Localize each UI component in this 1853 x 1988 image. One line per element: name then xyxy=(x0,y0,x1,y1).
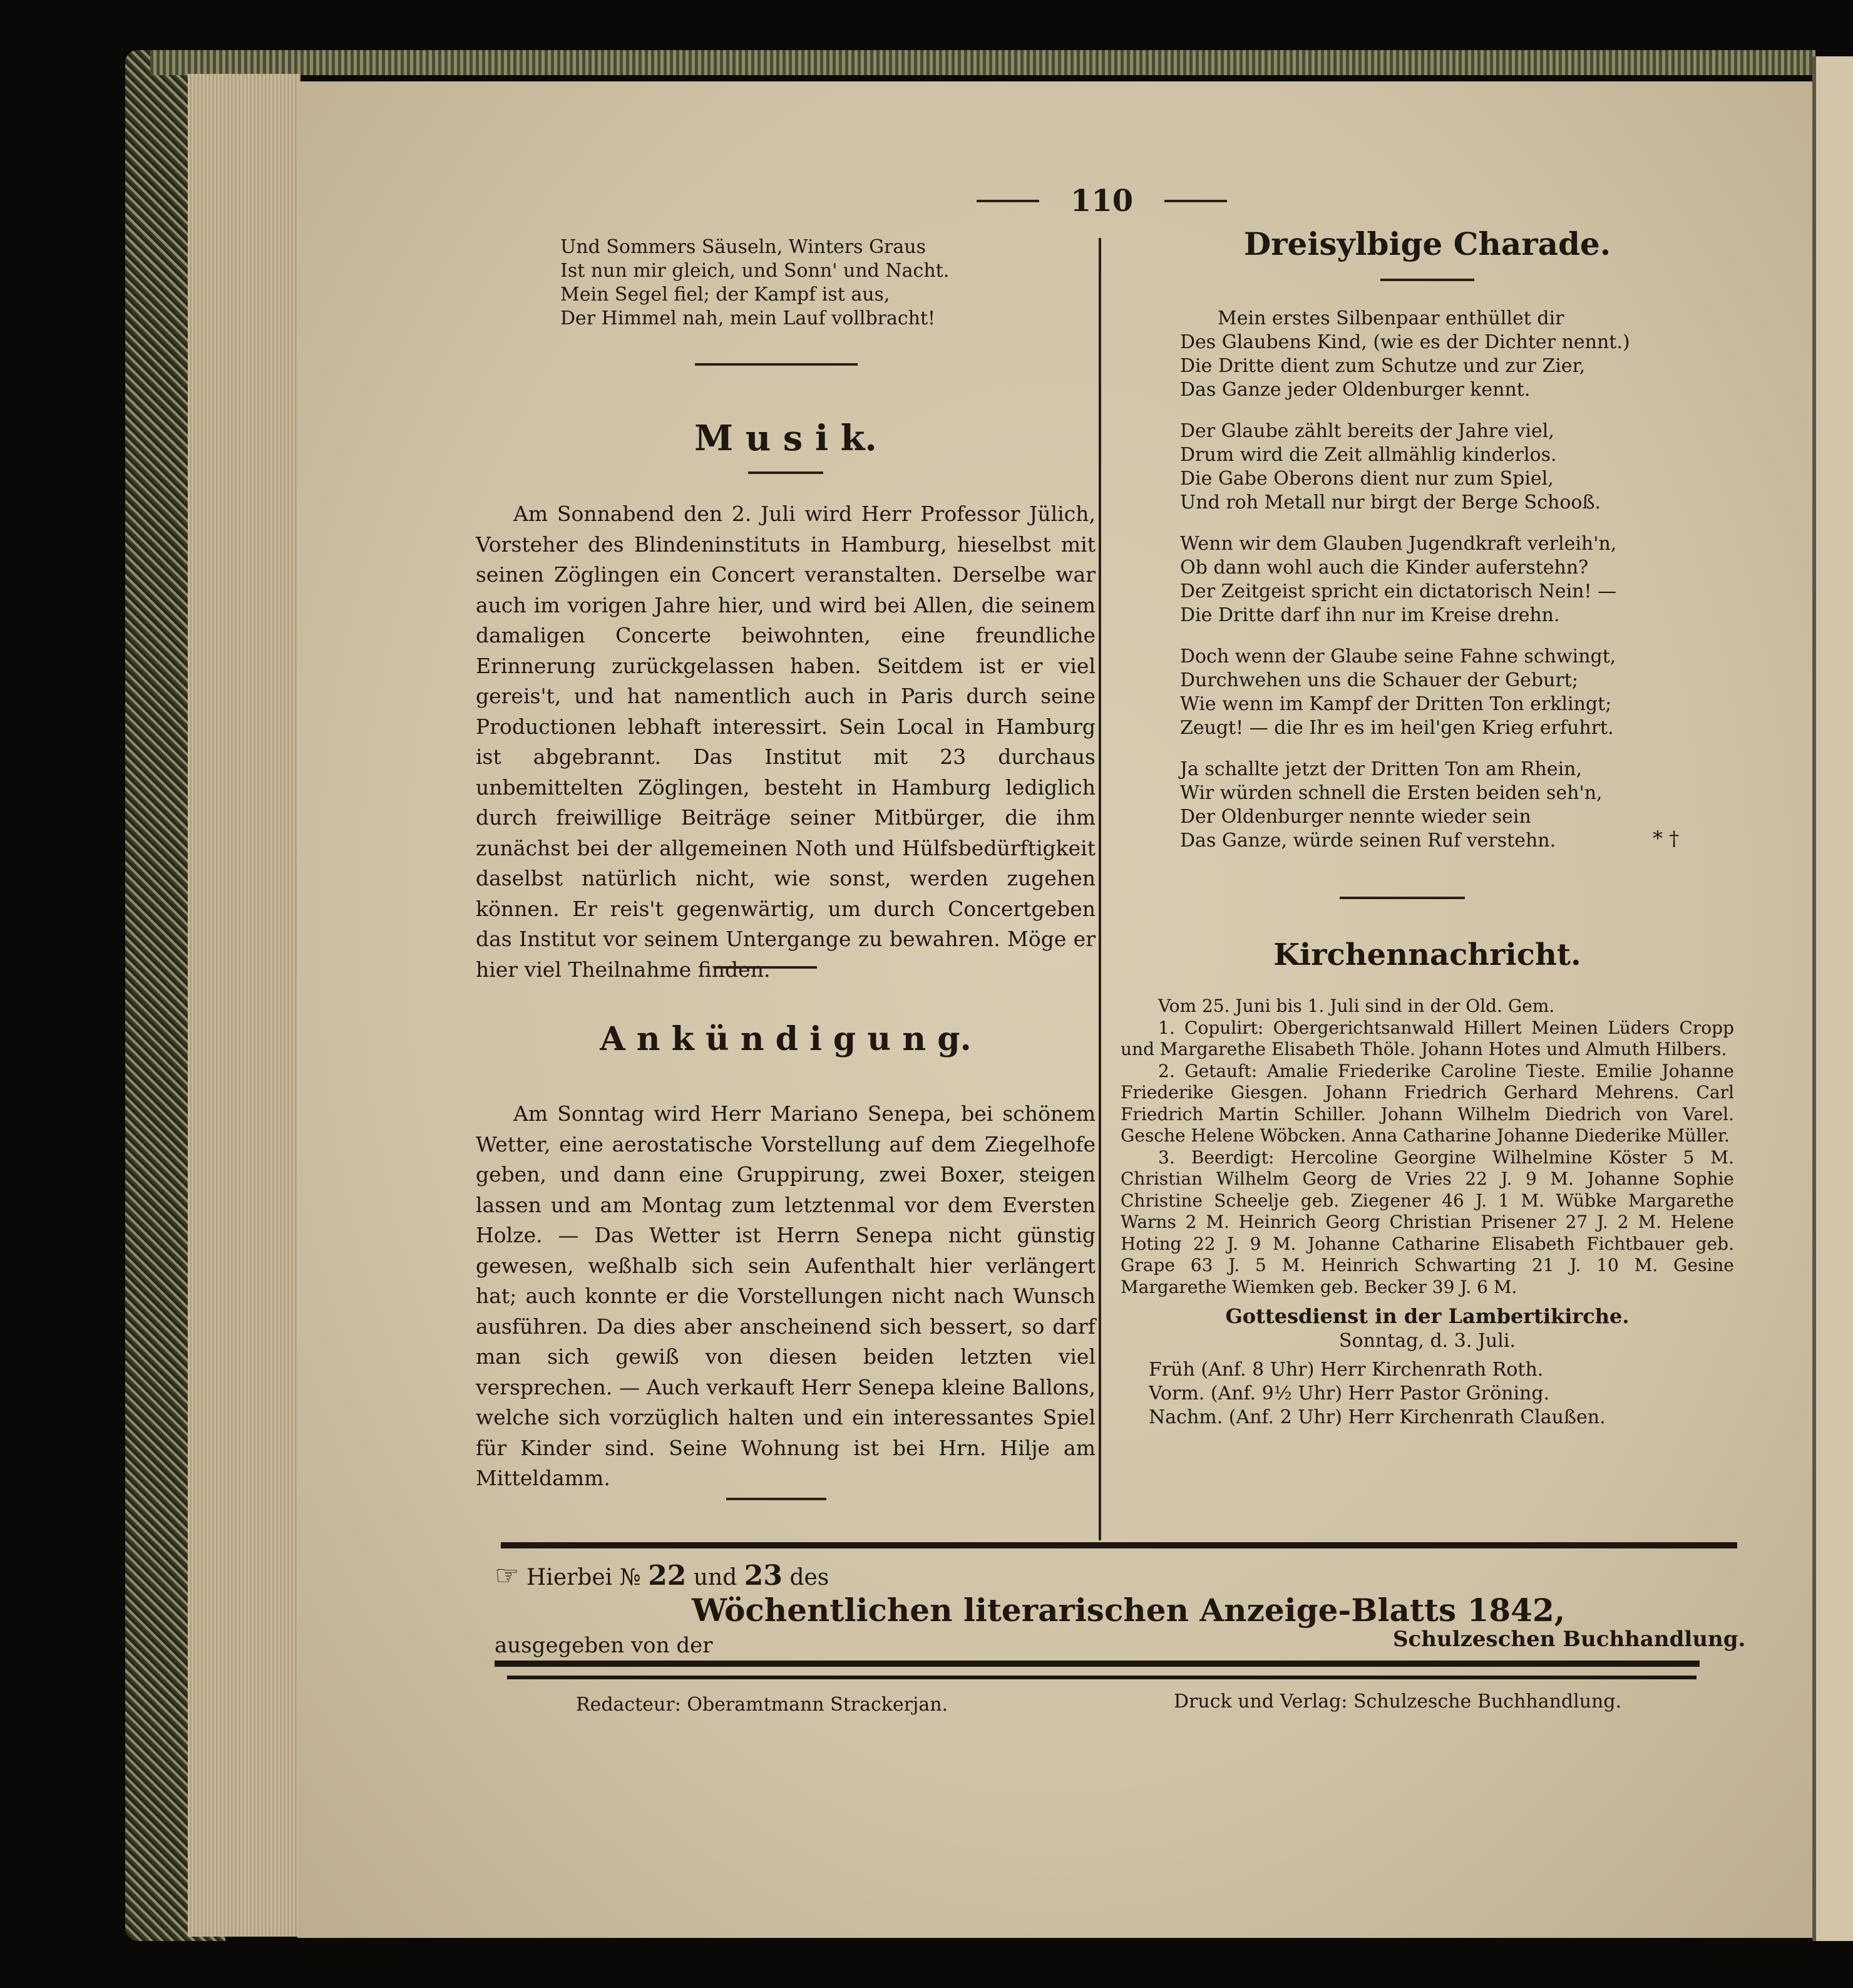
footer-rule-middle xyxy=(495,1661,1700,1667)
stanza xyxy=(1180,420,1681,515)
supplement-title: Wöchentlichen literarischen Anzeige-Blatts 1842, xyxy=(692,1592,1566,1629)
stanza-line: Wenn wir dem Glauben Jugendkraft verleih'n, xyxy=(1180,533,1617,555)
poem-ending xyxy=(560,235,1036,331)
des-text: des xyxy=(789,1565,829,1590)
header-dash-right xyxy=(1164,200,1227,202)
stanza xyxy=(1180,532,1681,627)
kirchen-section xyxy=(1121,933,1734,1429)
footer-rule-top xyxy=(501,1542,1737,1548)
stanza-line: Der Zeitgeist spricht ein dictatorisch Nein! — xyxy=(1180,580,1617,602)
stanza-line: Ja schallte jetzt der Dritten Ton am Rhein, xyxy=(1180,758,1583,780)
stanza-line: Wie wenn im Kampf der Dritten Ton erklingt; xyxy=(1180,693,1612,715)
stanza-line: Der Glaube zählt bereits der Jahre viel, xyxy=(1180,420,1554,442)
book-cover-edge xyxy=(150,50,1815,75)
section-rule xyxy=(726,1498,826,1500)
editor-line: Redacteur: Oberamtmann Strackerjan. xyxy=(576,1694,948,1716)
issue-number: 22 xyxy=(648,1560,687,1592)
kirchen-title: Kirchennachricht. xyxy=(1273,937,1581,972)
ankuendigung-title: A n k ü n d i g u n g. xyxy=(600,1020,972,1058)
header-dash-left xyxy=(977,200,1039,202)
musik-section xyxy=(476,416,1096,985)
stanza-line: Das Ganze, würde seinen Ruf verstehn. xyxy=(1180,830,1556,852)
musik-paragraph: Am Sonnabend den 2. Juli wird Herr Professor Jülich, Vorsteher des Blindeninstituts in Hamburg, hieselbst mit seinen Zöglingen ein Concert veranstalten. Derselbe war auch im vorigen Jahre hier, und wird bei Allen, die seinem damaligen Concerte beiwohnten, eine freundliche Erinnerung zurückgelassen haben. Seitdem ist er viel gereis't, und hat namentlich auch in Paris durch seine Productionen lebhaft interessirt. Sein Local in Hamburg ist abgebrannt. Das Institut mit 23 durchaus unbemittelten Zöglingen, besteht in Hamburg lediglich durch freiwillige Beiträge seiner Mitbürger, die ihm zunächst bei der allgemeinen Noth und Hülfsbedürftigkeit daselbst natürlich nicht, wie sonst, werden zugehen können. Er reis't gegenwärtig, um durch Concertgeben das Institut vor seinem Untergange zu bewahren. Möge er hier viel Theilnahme finden. xyxy=(476,502,1096,982)
stanza-line: Die Gabe Oberons dient nur zum Spiel, xyxy=(1180,468,1554,490)
section-rule xyxy=(1340,897,1465,899)
hierbei-text: Hierbei xyxy=(526,1565,613,1590)
charade-title: Dreisylbige Charade. xyxy=(1243,225,1611,262)
stanza-line: Die Dritte dient zum Schutze und zur Zier, xyxy=(1180,355,1586,377)
und-text: und xyxy=(693,1565,737,1590)
stanza-line: Doch wenn der Glaube seine Fahne schwingt, xyxy=(1180,646,1616,667)
stanza-line: Durchwehen uns die Schauer der Geburt; xyxy=(1180,669,1578,691)
getauft-entry: 2. Getauft: Amalie Friederike Caroline Tieste. Emilie Johanne Friederike Giesgen. Johann Friedrich Gerhard Mehrens. Carl Friedrich Martin Schiller. Johann Wilhelm Diedrich von Varel. Gesche Helene Wöbcken. Anna Catharine Johanne Diederike Müller. xyxy=(1121,1060,1734,1146)
charade-signature: * † xyxy=(1653,827,1680,850)
page-header xyxy=(977,179,1227,223)
pointing-hand-icon: ☞ xyxy=(495,1560,520,1592)
gottesdienst-title: Gottesdienst in der Lambertikirche. xyxy=(1225,1304,1630,1328)
stanza-line: Drum wird die Zeit allmählig kinderlos. xyxy=(1180,444,1557,466)
poem-line: Mein Segel fiel; der Kampf ist aus, xyxy=(560,284,890,306)
page-number: 110 xyxy=(1070,183,1134,219)
issued-by-text: ausgegeben von der xyxy=(495,1633,713,1658)
gottesdienst-date: Sonntag, d. 3. Juli. xyxy=(1339,1330,1516,1352)
musik-title: M u s i k. xyxy=(694,418,877,459)
page-edges xyxy=(188,74,300,1937)
poem-line: Ist nun mir gleich, und Sonn' und Nacht. xyxy=(560,260,950,282)
charade-section xyxy=(1121,222,1734,281)
stanza xyxy=(1180,758,1681,853)
stanza-line: Des Glaubens Kind, (wie es der Dichter nennt.) xyxy=(1180,331,1630,353)
charade-stanzas xyxy=(1180,307,1681,853)
poem-line: Der Himmel nah, mein Lauf vollbracht! xyxy=(560,307,936,329)
beerdigt-entry: 3. Beerdigt: Hercoline Georgine Wilhelmine Köster 5 M. Christian Wilhelm Georg de Vries 22 J. 9 M. Johanne Sophie Christine Scheelje geb. Ziegener 46 J. 1 M. Wübke Margarethe Warns 2 M. Heinrich Georg Christian Prisener 27 J. 2 M. Helene Hoting 22 J. 9 M. Johanne Catharine Elisabeth Fichtbauer geb. Grape 63 J. 5 M. Heinrich Schwarting 21 J. 10 M. Gesine Margarethe Wiemken geb. Becker 39 J. 6 M. xyxy=(1121,1146,1734,1297)
number-sign: № xyxy=(619,1565,641,1590)
poem-line: Und Sommers Säuseln, Winters Graus xyxy=(560,236,926,258)
section-rule xyxy=(695,363,858,366)
title-rule xyxy=(748,471,823,474)
section-rule xyxy=(714,966,817,969)
service-line: Nachm. (Anf. 2 Uhr) Herr Kirchenrath Claußen. xyxy=(1149,1406,1606,1428)
kirchen-intro: Vom 25. Juni bis 1. Juli sind in der Old. Gem. xyxy=(1158,996,1555,1016)
footer-rule-bottom xyxy=(507,1676,1696,1679)
stanza-line: Ob dann wohl auch die Kinder auferstehn? xyxy=(1180,557,1589,579)
stanza-line: Der Oldenburger nennte wieder sein xyxy=(1180,806,1531,828)
stanza-line: Mein erstes Silbenpaar enthüllet dir xyxy=(1218,307,1564,329)
stanza-line: Die Dritte darf ihn nur im Kreise drehn. xyxy=(1180,604,1560,626)
adjacent-page xyxy=(1812,56,1853,1941)
printer-line: Druck und Verlag: Schulzesche Buchhandlung. xyxy=(1174,1691,1622,1712)
ankuendigung-section xyxy=(476,1017,1096,1494)
publisher-name: Schulzeschen Buchhandlung. xyxy=(1393,1627,1746,1652)
stanza-line: Zeugt! — die Ihr es im heil'gen Krieg erfuhrt. xyxy=(1180,717,1614,739)
service-line: Vorm. (Anf. 9½ Uhr) Herr Pastor Gröning. xyxy=(1149,1383,1550,1404)
title-rule xyxy=(1380,279,1474,281)
stanza xyxy=(1180,645,1681,740)
supplement-line xyxy=(495,1560,829,1594)
issue-number: 23 xyxy=(744,1560,783,1592)
stanza-line: Das Ganze jeder Oldenburger kennt. xyxy=(1180,379,1531,401)
copulirt-entry: 1. Copulirt: Obergerichtsanwald Hillert Meinen Lüders Cropp und Margarethe Elisabeth Thöle. Johann Hotes und Almuth Hilbers. xyxy=(1121,1017,1734,1059)
services-list xyxy=(1121,1358,1734,1429)
stanza xyxy=(1180,307,1681,402)
column-divider xyxy=(1099,238,1101,1540)
stanza-line: Und roh Metall nur birgt der Berge Schooß. xyxy=(1180,492,1601,513)
ankuendigung-paragraph: Am Sonntag wird Herr Mariano Senepa, bei schönem Wetter, eine aerostatische Vorstellung auf dem Ziegelhofe geben, und dann eine Gruppirung, zwei Boxer, steigen lassen und am Montag zum letztenmal vor dem Eversten Holze. — Das Wetter ist Herrn Senepa nicht günstig gewesen, weßhalb sich sein Aufenthalt hier verlängert hat; auch konnte er die Vorstellungen nicht nach Wunsch ausführen. Da dies aber anscheinend sich bessert, so darf man sich gewiß von diesen beiden letzten viel versprechen. — Auch verkauft Herr Senepa kleine Ballons, welche sich vorzüglich halten und ein interessantes Spiel für Kinder sind. Seine Wohnung ist bei Hrn. Hilje am Mitteldamm. xyxy=(476,1101,1096,1490)
service-line: Früh (Anf. 8 Uhr) Herr Kirchenrath Roth. xyxy=(1149,1359,1544,1381)
stanza-line: Wir würden schnell die Ersten beiden seh'n, xyxy=(1180,782,1603,804)
